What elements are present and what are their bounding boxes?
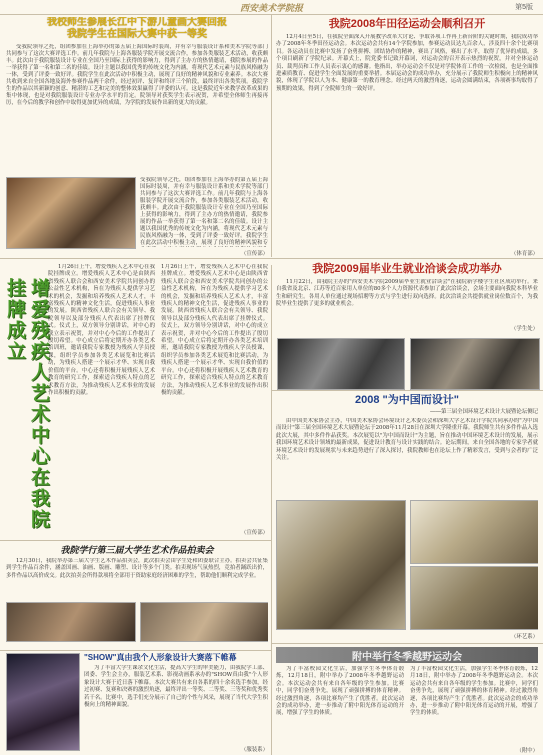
article-body: 由中国美术家协会主办，中国美术家协会环境设计艺术委员会和深圳大学艺术设计学院共同承办的"为中国而设计"第三届全国环境艺术大展暨论坛于2008年11月28日在深圳大学隆重开幕。我院师生共有多件作品入选此次大展，其中多件作品获奖。本次展览以"为中国而设计"为主题，旨在推动中国环境艺术设计的发展，展示我国环境艺术设计领域的最新成果，促进设计教育与设计实践的结合。论坛期间，来自全国各地的专家学者就环境艺术设计的发展现状与未来趋势进行了深入探讨，我院教师也在论坛上作了精彩发言，受到与会者的广泛关注。 <box>276 418 538 462</box>
article-headline: 我院2008年田径运动会顺利召开 <box>328 18 486 30</box>
auction-photo-2 <box>140 602 268 642</box>
article-body-continued: 受我院领导之托，组团参加在上海举办的第五届上海国际时装周，并有幸与服装设计系和美术学院等部门共同参与了这次大赛评选工作。前几年我院与上海各服装学院开展交流合作，参加各类服装艺术活动，收获颇丰。此次由于我院服装设计专业在全国乃至国际上获得的影响力，得到了主办方的热情邀请，我院参展的作品一举获得了第一名和第二名的佳绩。设计主题以我国优秀的传统文化为内涵，将现代艺术元素与民族风格融为一体，受到了评委一致好评。我院学生在此次活动中积极主动，展现了良好的精神风貌和专 <box>140 177 268 246</box>
article-body-continued: 为了丰富校园文化生活，加强学生冬季体育锻炼，12月18日，附中举办了2008年冬季越野运动会。本次运动会共有来自各年级的学生参加。比赛中，同学们奋勇争先，展现了顽强拼搏的体育精神。经过激烈角逐，各项比赛均产生了优胜者。此次运动会的成功举办，进一步推动了附中阳光体育运动的开展，增强了学生的体质。 <box>410 666 538 717</box>
award-photo <box>6 177 136 249</box>
column-divider <box>271 265 272 755</box>
article-body: 12月30日，我院举办第三届大学生艺术作品拍卖会，此次拍卖会由学生处和团委联合主办。拍卖会共征集到学生作品百余件，涵盖国画、油画、版画、雕塑、设计等多个门类。拍卖现场气氛热烈，竞拍者踊跃出价，多件作品以高价成交。此次拍卖会所得款项将全部用于资助家庭经济困难的学生，帮助他们顺利完成学业。 <box>6 558 268 579</box>
article-byline: （附中） <box>516 748 538 754</box>
design-exhibition-photo-2 <box>410 500 538 564</box>
article-international-award <box>6 17 268 257</box>
article-headline: 我院2009届毕业生就业洽谈会成功举办 <box>312 263 502 275</box>
article-art-auction <box>6 544 268 648</box>
article-headline: "SHOW"真由我个人形象设计大赛落下帷幕 <box>84 653 237 662</box>
row-divider <box>0 540 271 541</box>
design-exhibition-photo-3 <box>410 566 538 630</box>
page-number: 第5版 <box>515 4 533 11</box>
column-divider <box>271 15 272 257</box>
row-divider <box>0 258 543 259</box>
article-body: 12月4日至5日，在我院全面深入开展教学改革大讨论、争取各项工作再上新台阶的关键时期，我院成功举办了2008年冬季田径运动会。本次运动会共有14个学院参加，参赛运动员达九百余人，涉及四十余个比赛项目。各运动员在比赛中发扬了奋勇拼搏、团结协作的精神，赛出了风格，赛出了水平，取得了优异的成绩，多个项目刷新了学院纪录。开幕式上，院党委书记致开幕词，对运动会的召开表示热烈的祝贺，并对全体运动员、裁判员和工作人员表示衷心的感谢。他指出，举办运动会不仅是对学院体育工作的一次检阅，也是全面推进素质教育、促进学生全面发展的重要举措。本届运动会的成功举办，充分展示了我院师生积极向上的精神风貌，体现了学院以人为本、健康第一的教育理念。经过两天的激烈角逐，运动会圆满结束，各项赛事均取得了预期的效果，得到了全院师生的一致好评。 <box>276 34 538 92</box>
article-disability-art-center <box>48 264 268 538</box>
vertical-headline: 增爱残疾人艺术中心在我院挂牌成立 <box>4 278 49 530</box>
newspaper-title: 西安美术学院报 <box>240 3 304 13</box>
employment-fair-photo-1 <box>277 338 405 390</box>
article-body: 为了丰富校园文化生活，加强学生冬季体育锻炼，12月18日，附中举办了2008年冬季越野运动会。本次运动会共有来自各年级的学生参加。比赛中，同学们奋勇争先，展现了顽强拼搏的体育精神。经过激烈角逐，各项比赛均产生了优胜者。此次运动会的成功举办，进一步推动了附中阳光体育运动的开展，增强了学生的体质。 <box>276 666 404 717</box>
article-body: 11月22日，由我院主办的"西安美术学院2009届毕业生就业洽谈会"在我院新学楼学生社区成功举行。来自我省及北京、江苏等近百家用人单位的80多个人力资源代表参加了此次洽谈会，会场主要面向我院本科毕业生和研究生。各用人单位通过现场招聘等方式与学生进行双向选择。此次洽谈会共提供就业岗位数百个，为我院毕业生提供了更多的就业机会。 <box>276 279 538 308</box>
employment-fair-photo-2 <box>410 338 540 390</box>
article-subheadline: ——第三届全国环境艺术设计大展暨论坛侧记 <box>430 409 538 415</box>
design-exhibition-photo-1 <box>276 500 406 630</box>
article-body: 1月26日上午，增爱残疾人艺术中心在我院挂牌成立。增爱残疾人艺术中心是由陕西省残疾人联合会和西安美术学院共同创办的公益性艺术机构，旨在为残疾人提供学习艺术的机会，发掘和培养残疾人艺术人才，丰富残疾人的精神文化生活，促进残疾人事业的发展。陕西省残疾人联合会有关领导、我院领导以及部分残疾人代表出席了挂牌仪式。仪式上，双方领导分别讲话，对中心的成立表示祝贺，并对中心今后的工作提出了殷切希望。中心成立后将定期开办各类艺术培训班，邀请我院专家教授为残疾人学员授课，组织学员参加各类艺术展览和比赛活动，为残疾人搭建一个展示才华、实现自我价值的平台。中心还将积极开展残疾人艺术教育的研究工作，探索适合残疾人特点的艺术教育方法，为推动残疾人艺术事业的发展作出积极的贡献。 <box>48 264 155 396</box>
article-byline: （宣传部） <box>241 251 268 257</box>
article-byline: （服装系） <box>241 747 268 753</box>
row-divider <box>272 643 543 644</box>
article-show-contest <box>6 653 268 753</box>
section-banner: 附中举行冬季越野运动会 <box>276 647 538 663</box>
article-byline: （学生处） <box>511 326 538 332</box>
article-body-continued: 1月26日上午，增爱残疾人艺术中心在我院挂牌成立。增爱残疾人艺术中心是由陕西省残疾人联合会和西安美术学院共同创办的公益性艺术机构，旨在为残疾人提供学习艺术的机会，发掘和培养残疾人艺术人才，丰富残疾人的精神文化生活，促进残疾人事业的发展。陕西省残疾人联合会有关领导、我院领导以及部分残疾人代表出席了挂牌仪式。仪式上，双方领导分别讲话，对中心的成立表示祝贺，并对中心今后的工作提出了殷切希望。中心成立后将定期开办各类艺术培训班，邀请我院专家教授为残疾人学员授课，组织学员参加各类艺术展览和比赛活动，为残疾人搭建一个展示才华、实现自我价值的平台。中心还将积极开展残疾人艺术教育的研究工作，探索适合残疾人特点的艺术教育方法，为推动残疾人艺术事业的发展作出积极的贡献。 <box>161 264 268 396</box>
article-headline: 我校师生参展长江中下游儿童画大赛回报 <box>47 17 227 28</box>
article-body: 为了丰富大学生课余文化生活，提高大学生的审美能力，由我院学工部、团委、学生会主办，服装艺术系、影视动画系承办的"SHOW真由我"个人形象设计大赛于近日落下帷幕。本次大赛共有来自各系的四十余名选手参加，经过初赛、复赛和决赛的激烈角逐，最终评出一等奖、二等奖、三等奖和优秀奖若干名。比赛中，选手们充分展示了自己的个性与风采，展现了当代大学生积极向上的精神面貌。 <box>84 665 268 709</box>
row-divider <box>272 390 543 391</box>
article-cross-country <box>276 666 538 754</box>
article-byline: （环艺系） <box>511 634 538 640</box>
show-contest-photo <box>6 653 80 751</box>
article-byline: （体育部） <box>511 251 538 257</box>
row-divider <box>0 650 271 651</box>
auction-photo-1 <box>6 602 136 642</box>
article-headline: 2008 "为中国而设计" <box>355 394 459 406</box>
masthead <box>0 0 543 15</box>
article-track-meet <box>276 17 538 257</box>
article-design-for-china <box>276 394 538 642</box>
article-body: 受我院领导之托，组团参加在上海举办的第五届上海国际时装周，并有幸与服装设计系和美术学院等部门共同参与了这次大赛评选工作。前几年我院与上海各服装学院开展交流合作，参加各类服装艺术活动，收获颇丰。此次由于我院服装设计专业在全国乃至国际上获得的影响力，得到了主办方的热情邀请，我院参展的作品一举获得了第一名和第二名的佳绩。设计主题以我国优秀的传统文化为内涵，将现代艺术元素与民族风格融为一体，受到了评委一致好评。我院学生在此次活动中积极主动，展现了良好的精神风貌和专业素养。本次大赛共收到来自全国各地及海外参赛作品两千余件，经过初评、复评和终评三个阶段，最终评出各类奖项。我院学生的作品以其新颖的创意、精湛的工艺和完美的整体效果赢得了评委的认可。这是我院近年来教学改革成果的集中体现，也是对我院服装设计专业办学水平的肯定。院领导对获奖学生表示祝贺，并希望全体师生再接再厉，在今后的教学和创作中取得更加优异的成绩，为学院的发展作出新的更大的贡献。 <box>6 44 268 106</box>
article-byline: （宣传部） <box>241 530 268 536</box>
article-headline: 我院学行第三届大学生艺术作品拍卖会 <box>60 545 214 555</box>
article-subheadline: 我院学生在国际大赛中获一等奖 <box>67 29 207 40</box>
